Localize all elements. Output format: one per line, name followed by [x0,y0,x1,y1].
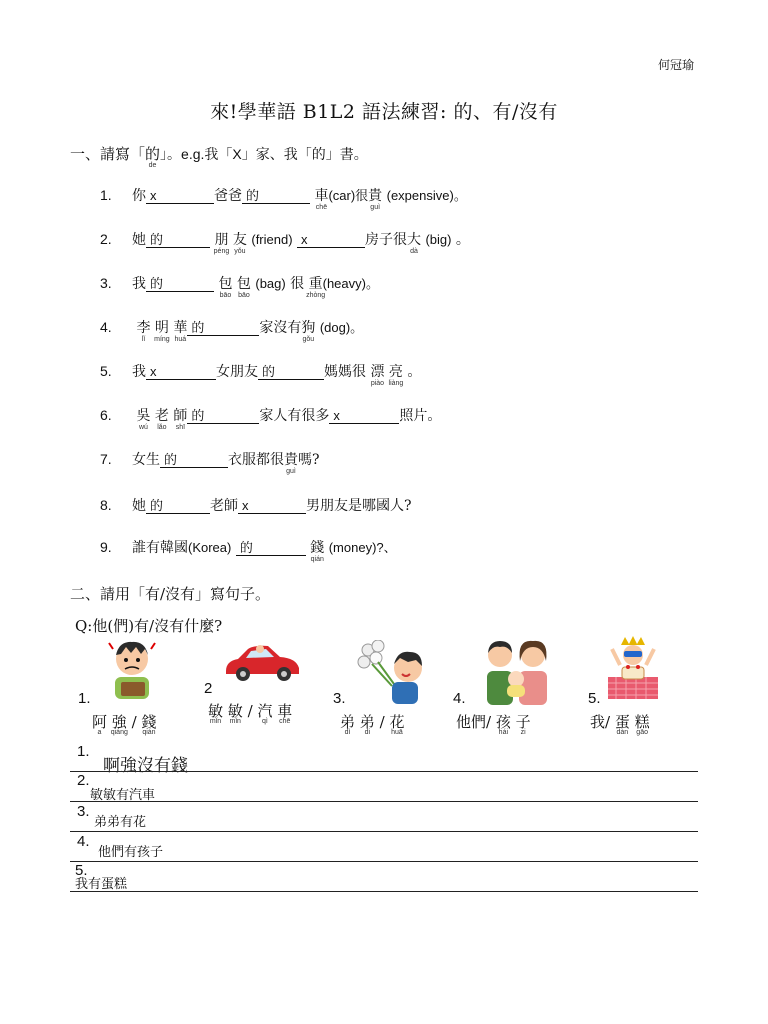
char: 錢 [310,540,325,556]
picture-number: 4. [453,690,466,707]
heading-char [145,143,161,169]
slash: / [379,713,385,731]
item-text: (dog)。 [319,320,364,335]
title-text: 來!學華語 B1L2 語法練習: 的、有/沒有 [210,101,558,123]
char: 貴 [284,452,298,468]
pinyin: chē [315,204,328,211]
item-text: 房子很 [365,232,407,248]
pinyin: míng [154,336,170,343]
heading-char-text: 的 [145,145,161,163]
answer-number: 3. [77,803,90,820]
char: 老 [154,408,169,424]
item-number: 6. [100,407,112,423]
item-text: 爸爸 [214,188,242,204]
answer-blank[interactable]: x [238,498,306,514]
char-with-pinyin [301,317,316,343]
char: 子 [515,713,531,731]
char: 貴 [368,188,383,204]
answer-blank[interactable]: 的 [187,408,259,424]
pinyin: lǐ [141,336,146,343]
char: 強 [111,713,127,731]
answer-blank[interactable]: 的 [146,498,210,514]
item-number: 1. [100,187,112,203]
pinyin: zhòng [306,292,326,299]
item-text: (car)很 [328,188,369,203]
answer-text[interactable]: 敏敏有汽車 [90,787,156,802]
char-with-pinyin [173,317,188,343]
char-with-pinyin [236,273,251,299]
exercise-item-5 [100,361,422,387]
exercise-item-4 [100,317,364,343]
item-text: (Korea) [188,540,232,555]
item-text: (heavy)。 [322,276,379,291]
char: 李 [136,320,151,336]
answer-blank[interactable]: 的 [258,364,324,380]
item-text: 媽媽很 [324,364,366,380]
flower-bouquet-icon [358,640,394,686]
pinyin: qián [310,556,324,563]
pinyin: gāo [636,729,648,736]
answer-number: 1. [77,743,90,760]
char: 他們/ [456,713,492,731]
answer-text[interactable]: 啊強沒有錢 [103,756,188,775]
birthday-cake-illustration [606,635,660,701]
pinyin: piào [370,380,385,387]
char: 花 [389,713,405,731]
section1-heading-pre: 一、請寫「 [70,145,146,163]
item-text: 我 [132,364,146,380]
char-with-pinyin [370,361,385,387]
pinyin: bāo [238,292,250,299]
pinyin: qì [262,718,268,725]
char-with-pinyin [284,449,298,475]
char: 錢 [141,713,157,731]
item-number: 2. [100,231,112,247]
answer-line [70,891,698,892]
pinyin: huá [174,336,187,343]
item-text: 家人有很多 [259,408,330,424]
answer-blank[interactable]: x [329,408,399,424]
wallet-icon [121,682,145,696]
item-text: 照片。 [399,408,442,424]
item-text: 很 [290,276,305,292]
char: 車 [314,188,329,204]
pinyin: huā [391,729,403,736]
item-text: (money)?、 [328,540,397,555]
picture-number: 5. [588,690,601,707]
picture-word-2 [208,700,293,725]
item-number: 5. [100,363,112,379]
section2-heading: 二、請用「有/沒有」寫句子。 [70,585,271,603]
item-text: 她 [132,498,146,514]
char-with-pinyin [388,361,404,387]
pinyin: a [97,729,102,736]
item-text: (big) [425,232,452,247]
char: 孩 [495,713,511,731]
pinyin: yǒu [234,248,246,255]
exercise-item-9 [100,537,397,563]
exercise-item-3 [100,273,379,299]
char: 吳 [136,408,151,424]
item-text: (friend) [251,232,293,247]
char-with-pinyin [306,273,326,299]
item-text: 老師 [210,498,238,514]
char: 阿 [92,713,108,731]
answer-text[interactable]: 我有蛋糕 [75,876,128,891]
pinyin: qiáng [110,729,128,736]
char: 敏 [208,702,224,720]
question: Q:他(們)有/沒有什麼? [75,617,223,635]
pinyin: gǒu [302,336,315,343]
answer-text[interactable]: 弟弟有花 [94,814,147,829]
char: 大 [407,232,421,248]
item-text: 誰有韓國 [132,540,188,556]
pinyin: mǐn [209,718,222,725]
char: 車 [277,702,293,720]
item-text: 女生 [132,452,160,468]
char-with-pinyin [232,229,247,255]
char: 華 [173,320,188,336]
pinyin: dì [344,729,351,736]
picture-number: 3. [333,690,346,707]
exercise-item-6 [100,405,442,431]
char: 包 [218,276,233,292]
answer-blank[interactable]: x [146,364,216,380]
pinyin: mǐn [229,718,241,725]
exercise-item-7 [100,449,320,475]
boy-empty-wallet-illustration [105,637,161,699]
item-text: 。 [455,232,470,248]
pinyin: guì [370,204,381,211]
item-number: 9. [100,539,112,555]
char: 明 [154,320,169,336]
answer-blank[interactable]: x [146,188,214,204]
picture-number: 1. [78,690,91,707]
char-with-pinyin [407,229,421,255]
car-illustration [222,643,302,685]
page-title [0,97,768,124]
item-text: 嗎? [298,452,320,468]
pinyin: di [364,729,371,736]
cake-icon [622,667,644,679]
section1-heading [70,143,368,169]
item-number: 4. [100,319,112,335]
pinyin: chē [279,718,291,725]
shirt [392,682,418,704]
pinyin: shī [175,424,186,431]
picture-word-1 [92,711,157,736]
char-with-pinyin [136,405,151,431]
item-text: 男朋友是哪國人? [306,498,412,514]
char: 狗 [301,320,316,336]
char-with-pinyin [154,317,170,343]
answer-blank[interactable]: x [297,232,365,248]
pinyin: guì [286,468,296,475]
exercise-item-1 [100,185,467,211]
answer-text[interactable]: 他們有孩子 [98,844,164,859]
answer-blank[interactable]: 的 [146,232,210,248]
char-with-pinyin [368,185,383,211]
char: 弟 [359,713,375,731]
answer-blank[interactable]: 的 [146,276,214,292]
section1-heading-post: 」。e.g.我「X」家、我「的」書。 [160,146,368,162]
pinyin: wú [138,424,148,431]
char-with-pinyin [218,273,233,299]
pinyin: qián [142,729,156,736]
item-text: 我 [132,276,146,292]
pinyin: de [148,162,157,169]
answer-number: 5. [75,862,88,879]
item-number: 3. [100,275,112,291]
pinyin: lǎo [157,424,167,431]
baby-blanket [507,685,525,697]
char: 包 [236,276,251,292]
family-with-baby-illustration [483,635,551,705]
item-text: 你 [132,188,146,204]
answer-blank[interactable]: 的 [242,188,310,204]
answer-blank[interactable]: 的 [187,320,259,336]
char: 亮 [388,364,403,380]
item-text: 女朋友 [216,364,258,380]
char: 我/ [590,713,611,731]
char: 糕 [634,713,650,731]
answer-line [70,801,698,802]
exercise-item-2 [100,229,470,255]
boy-with-flowers-illustration [356,640,430,706]
slash: / [131,713,137,731]
char: 敏 [227,702,243,720]
char-with-pinyin [136,317,151,343]
char: 漂 [370,364,385,380]
slash: / [247,702,253,720]
item-number: 8. [100,497,112,513]
char: 重 [308,276,323,292]
answer-number: 2. [77,772,90,789]
item-text: 家沒有 [259,320,302,336]
picture-word-5 [590,711,650,736]
party-hat-icon [621,636,645,645]
item-text: 。 [407,364,422,380]
char: 師 [173,408,188,424]
item-text: (expensive)。 [386,188,467,203]
char: 朋 [214,232,229,248]
party-glasses-icon [624,651,642,657]
char: 弟 [340,713,356,731]
item-number: 7. [100,451,112,467]
pinyin: zi [520,729,526,736]
item-text: (bag) [255,276,286,291]
char: 汽 [257,702,273,720]
pinyin: liàng [388,380,404,387]
answer-line [70,771,698,772]
item-text: 她 [132,232,146,248]
baby-face [508,671,524,687]
pinyin: péng [213,248,230,255]
char-with-pinyin [314,185,329,211]
answer-number: 4. [77,833,90,850]
author-name: 何冠瑜 [658,58,695,72]
char-with-pinyin [154,405,169,431]
picture-number: 2 [204,680,213,697]
char-with-pinyin [213,229,230,255]
char-with-pinyin [310,537,325,563]
pinyin: dàn [616,729,629,736]
item-text: 衣服都很 [228,452,284,468]
pinyin: bāo [219,292,232,299]
answer-blank[interactable]: 的 [160,452,228,468]
picture-word-4 [456,711,531,736]
picture-word-3 [340,711,405,736]
char: 友 [232,232,247,248]
answer-blank[interactable]: 的 [236,540,306,556]
answer-line [70,861,698,862]
char: 蛋 [614,713,630,731]
pinyin: dà [410,248,418,255]
exercise-item-8 [100,495,412,515]
answer-line [70,831,698,832]
char-with-pinyin [173,405,188,431]
pinyin: hái [498,729,509,736]
